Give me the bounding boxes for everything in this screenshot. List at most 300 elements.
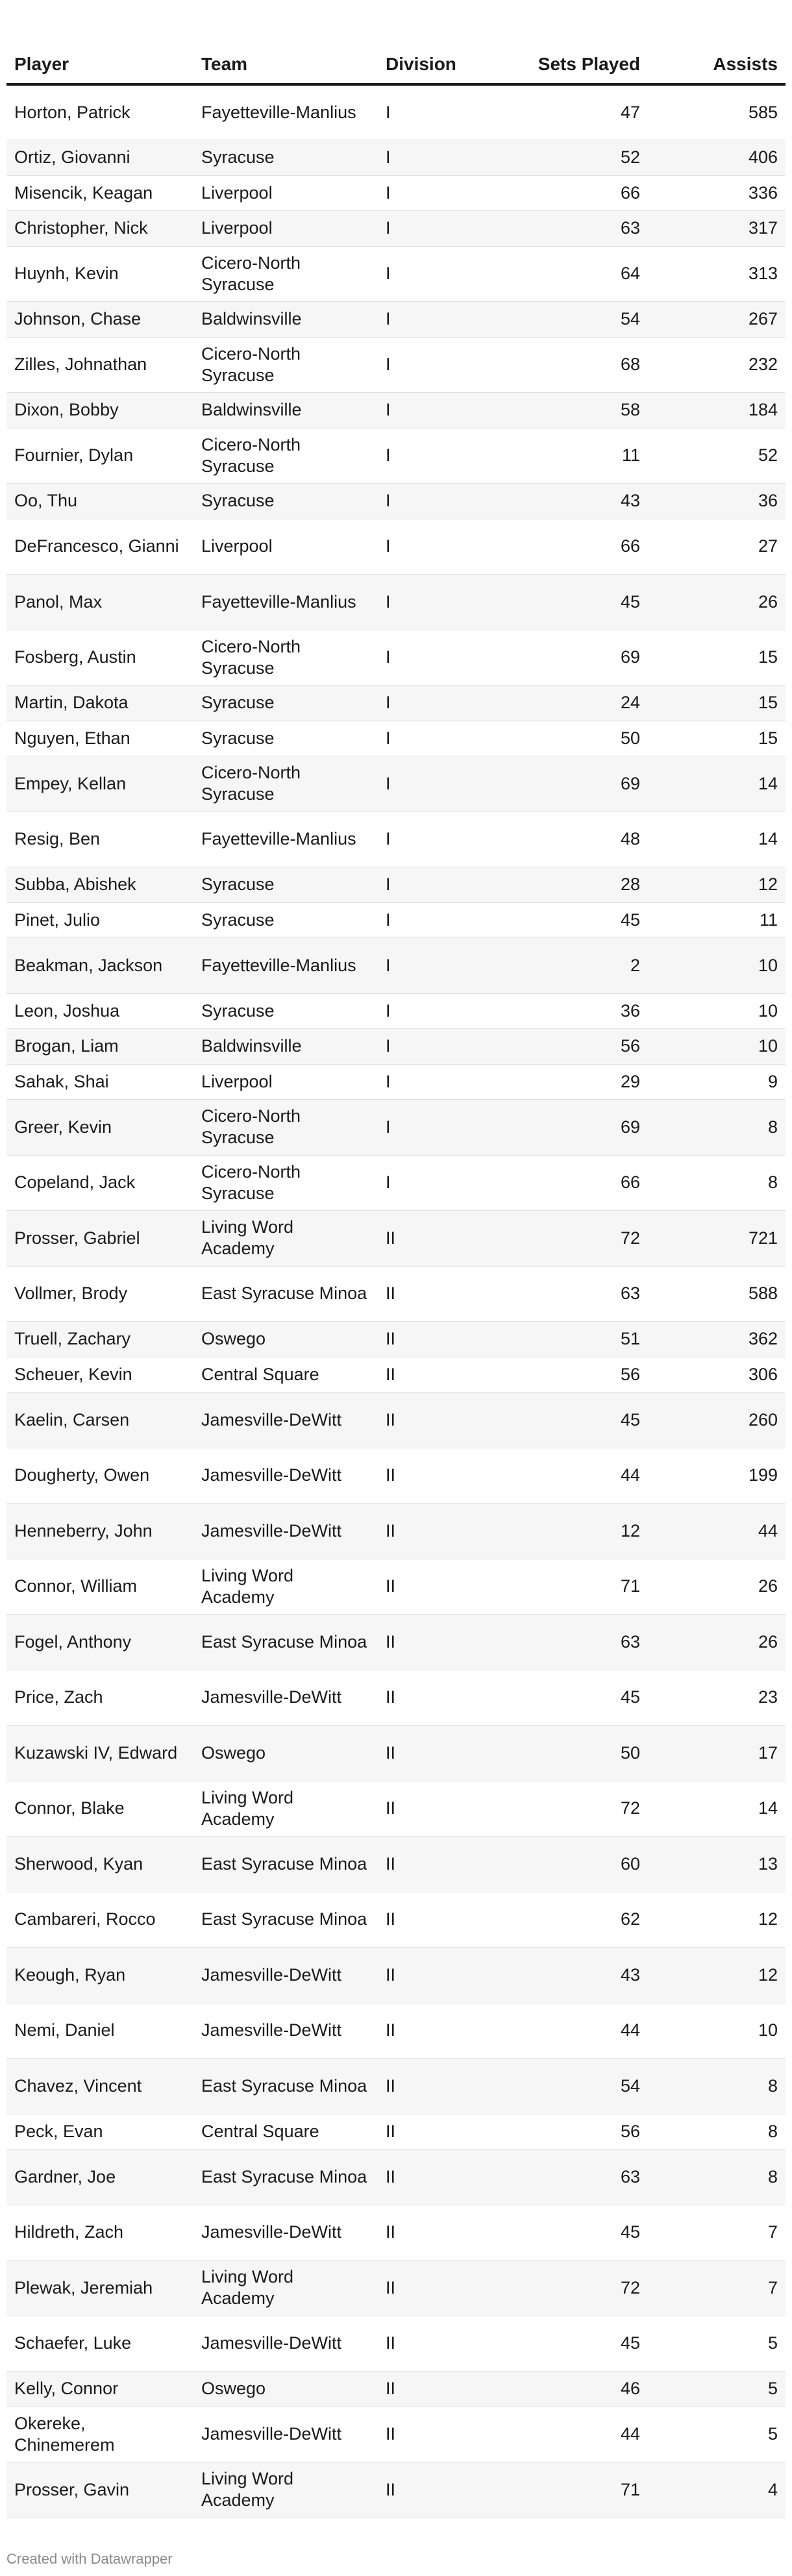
division-cell: II xyxy=(378,2260,508,2316)
assists-cell: 10 xyxy=(648,2003,786,2059)
table-row xyxy=(6,1837,786,1892)
team-cell: Cicero-North Syracuse xyxy=(193,756,378,812)
player-cell: Plewak, Jeremiah xyxy=(6,2260,193,2316)
assists-cell: 267 xyxy=(648,302,786,338)
team-cell: Living Word Academy xyxy=(193,2462,378,2518)
player-cell: Misencik, Keagan xyxy=(6,175,193,211)
sets-played-cell: 64 xyxy=(508,246,648,302)
sets-played-cell: 2 xyxy=(508,938,648,994)
player-cell: Resig, Ben xyxy=(6,811,193,867)
assists-cell: 26 xyxy=(648,575,786,630)
division-cell: I xyxy=(378,1100,508,1156)
player-cell: Greer, Kevin xyxy=(6,1100,193,1156)
division-cell: II xyxy=(378,1448,508,1504)
team-cell: East Syracuse Minoa xyxy=(193,1615,378,1670)
column-header-assists[interactable]: Assists xyxy=(648,23,786,84)
team-cell: Central Square xyxy=(193,2114,378,2149)
assists-cell: 13 xyxy=(648,1837,786,1892)
division-cell: I xyxy=(378,1064,508,1100)
table-row xyxy=(6,1100,786,1156)
player-cell: Chavez, Vincent xyxy=(6,2059,193,2114)
division-cell: I xyxy=(378,756,508,812)
assists-cell: 5 xyxy=(648,2372,786,2407)
assists-cell: 7 xyxy=(648,2205,786,2260)
table-row xyxy=(6,1155,786,1211)
division-cell: I xyxy=(378,84,508,140)
table-container xyxy=(6,23,786,2518)
assists-cell: 12 xyxy=(648,1948,786,2003)
division-cell: II xyxy=(378,1615,508,1670)
player-cell: Zilles, Johnathan xyxy=(6,337,193,393)
team-cell: East Syracuse Minoa xyxy=(193,2149,378,2205)
sets-played-cell: 60 xyxy=(508,1837,648,1892)
division-cell: II xyxy=(378,1670,508,1726)
assists-cell: 44 xyxy=(648,1504,786,1559)
table-row xyxy=(6,211,786,247)
division-cell: I xyxy=(378,302,508,338)
player-cell: Keough, Ryan xyxy=(6,1948,193,2003)
table-body xyxy=(6,84,786,2518)
player-cell: Beakman, Jackson xyxy=(6,938,193,994)
table-row xyxy=(6,302,786,338)
assists-cell: 7 xyxy=(648,2260,786,2316)
header-row xyxy=(6,23,786,84)
table-row xyxy=(6,2372,786,2407)
table-row xyxy=(6,175,786,211)
team-cell: Living Word Academy xyxy=(193,2260,378,2316)
assists-cell: 184 xyxy=(648,393,786,428)
assists-cell: 5 xyxy=(648,2316,786,2372)
division-cell: I xyxy=(378,393,508,428)
assists-cell: 8 xyxy=(648,1100,786,1156)
sets-played-cell: 45 xyxy=(508,2205,648,2260)
sets-played-cell: 44 xyxy=(508,1448,648,1504)
team-cell: Jamesville-DeWitt xyxy=(193,2407,378,2462)
player-cell: Panol, Max xyxy=(6,575,193,630)
player-cell: Empey, Kellan xyxy=(6,756,193,812)
table-row xyxy=(6,1448,786,1504)
column-header-team[interactable]: Team xyxy=(193,23,378,84)
division-cell: II xyxy=(378,1357,508,1393)
sets-played-cell: 46 xyxy=(508,2372,648,2407)
team-cell: Baldwinsville xyxy=(193,393,378,428)
team-cell: Living Word Academy xyxy=(193,1559,378,1615)
table-row xyxy=(6,1892,786,1948)
sets-played-cell: 72 xyxy=(508,1781,648,1837)
division-cell: I xyxy=(378,902,508,938)
assists-cell: 10 xyxy=(648,1029,786,1065)
player-cell: Martin, Dakota xyxy=(6,686,193,721)
team-cell: Cicero-North Syracuse xyxy=(193,630,378,686)
division-cell: II xyxy=(378,2205,508,2260)
sets-played-cell: 71 xyxy=(508,2462,648,2518)
division-cell: I xyxy=(378,721,508,756)
division-cell: II xyxy=(378,2114,508,2149)
sets-played-cell: 47 xyxy=(508,84,648,140)
team-cell: Cicero-North Syracuse xyxy=(193,428,378,484)
datawrapper-credit: Created with Datawrapper xyxy=(6,2551,173,2567)
team-cell: Jamesville-DeWitt xyxy=(193,2003,378,2059)
team-cell: Cicero-North Syracuse xyxy=(193,337,378,393)
table-row xyxy=(6,1615,786,1670)
sets-played-cell: 48 xyxy=(508,811,648,867)
table-row xyxy=(6,1064,786,1100)
sets-played-cell: 58 xyxy=(508,393,648,428)
player-cell: Horton, Patrick xyxy=(6,84,193,140)
division-cell: I xyxy=(378,1155,508,1211)
team-cell: Liverpool xyxy=(193,1064,378,1100)
assists-cell: 306 xyxy=(648,1357,786,1393)
division-cell: I xyxy=(378,867,508,903)
sets-played-cell: 72 xyxy=(508,1211,648,1267)
team-cell: Liverpool xyxy=(193,175,378,211)
division-cell: II xyxy=(378,1559,508,1615)
division-cell: I xyxy=(378,246,508,302)
assists-cell: 8 xyxy=(648,2114,786,2149)
assists-cell: 26 xyxy=(648,1615,786,1670)
player-cell: Fosberg, Austin xyxy=(6,630,193,686)
division-cell: II xyxy=(378,1892,508,1948)
division-cell: II xyxy=(378,2316,508,2372)
table-row xyxy=(6,1726,786,1781)
sets-played-cell: 44 xyxy=(508,2407,648,2462)
table-row xyxy=(6,1781,786,1837)
sets-played-cell: 28 xyxy=(508,867,648,903)
player-cell: Kuzawski IV, Edward xyxy=(6,1726,193,1781)
team-cell: Liverpool xyxy=(193,519,378,575)
team-cell: Central Square xyxy=(193,1357,378,1393)
table-row xyxy=(6,1504,786,1559)
sets-played-cell: 50 xyxy=(508,1726,648,1781)
assists-cell: 585 xyxy=(648,84,786,140)
team-cell: Jamesville-DeWitt xyxy=(193,1393,378,1448)
team-cell: Syracuse xyxy=(193,686,378,721)
player-cell: Kaelin, Carsen xyxy=(6,1393,193,1448)
player-cell: Ortiz, Giovanni xyxy=(6,140,193,176)
assists-cell: 721 xyxy=(648,1211,786,1267)
team-cell: Jamesville-DeWitt xyxy=(193,2205,378,2260)
player-cell: DeFrancesco, Gianni xyxy=(6,519,193,575)
table-row xyxy=(6,1393,786,1448)
division-cell: I xyxy=(378,211,508,247)
sets-played-cell: 52 xyxy=(508,140,648,176)
player-cell: Oo, Thu xyxy=(6,484,193,519)
table-row xyxy=(6,1211,786,1267)
team-cell: Syracuse xyxy=(193,993,378,1029)
player-cell: Scheuer, Kevin xyxy=(6,1357,193,1393)
table-row xyxy=(6,721,786,756)
sets-played-cell: 56 xyxy=(508,2114,648,2149)
sets-played-cell: 63 xyxy=(508,2149,648,2205)
team-cell: Living Word Academy xyxy=(193,1211,378,1267)
table-row xyxy=(6,2316,786,2372)
team-cell: Jamesville-DeWitt xyxy=(193,1670,378,1726)
assists-cell: 9 xyxy=(648,1064,786,1100)
sets-played-cell: 24 xyxy=(508,686,648,721)
table-row xyxy=(6,1266,786,1322)
sets-played-cell: 50 xyxy=(508,721,648,756)
division-cell: I xyxy=(378,1029,508,1065)
table-row xyxy=(6,2260,786,2316)
team-cell: East Syracuse Minoa xyxy=(193,1837,378,1892)
sets-played-cell: 72 xyxy=(508,2260,648,2316)
player-cell: Fournier, Dylan xyxy=(6,428,193,484)
team-cell: East Syracuse Minoa xyxy=(193,1892,378,1948)
player-cell: Schaefer, Luke xyxy=(6,2316,193,2372)
table-row xyxy=(6,484,786,519)
division-cell: I xyxy=(378,175,508,211)
sets-played-cell: 56 xyxy=(508,1029,648,1065)
player-cell: Prosser, Gavin xyxy=(6,2462,193,2518)
assists-cell: 14 xyxy=(648,756,786,812)
data-table xyxy=(6,23,786,2518)
table-row xyxy=(6,2149,786,2205)
division-cell: I xyxy=(378,484,508,519)
division-cell: I xyxy=(378,630,508,686)
table-row xyxy=(6,1029,786,1065)
player-cell: Connor, Blake xyxy=(6,1781,193,1837)
team-cell: Syracuse xyxy=(193,721,378,756)
sets-played-cell: 69 xyxy=(508,1100,648,1156)
sets-played-cell: 56 xyxy=(508,1357,648,1393)
table-row xyxy=(6,2407,786,2462)
player-cell: Brogan, Liam xyxy=(6,1029,193,1065)
assists-cell: 11 xyxy=(648,902,786,938)
team-cell: Cicero-North Syracuse xyxy=(193,1100,378,1156)
table-row xyxy=(6,2003,786,2059)
table-row xyxy=(6,84,786,140)
sets-played-cell: 11 xyxy=(508,428,648,484)
sets-played-cell: 44 xyxy=(508,2003,648,2059)
table-row xyxy=(6,938,786,994)
sets-played-cell: 43 xyxy=(508,484,648,519)
player-cell: Johnson, Chase xyxy=(6,302,193,338)
team-cell: Jamesville-DeWitt xyxy=(193,2316,378,2372)
assists-cell: 12 xyxy=(648,867,786,903)
table-row xyxy=(6,811,786,867)
team-cell: Fayetteville-Manlius xyxy=(193,84,378,140)
sets-played-cell: 69 xyxy=(508,756,648,812)
division-cell: II xyxy=(378,1781,508,1837)
division-cell: I xyxy=(378,811,508,867)
column-header-player[interactable]: Player xyxy=(6,23,193,84)
player-cell: Price, Zach xyxy=(6,1670,193,1726)
sets-played-cell: 62 xyxy=(508,1892,648,1948)
team-cell: Fayetteville-Manlius xyxy=(193,811,378,867)
sets-played-cell: 66 xyxy=(508,519,648,575)
team-cell: Syracuse xyxy=(193,902,378,938)
division-cell: I xyxy=(378,686,508,721)
team-cell: Cicero-North Syracuse xyxy=(193,1155,378,1211)
table-row xyxy=(6,993,786,1029)
player-cell: Truell, Zachary xyxy=(6,1322,193,1357)
division-cell: II xyxy=(378,1504,508,1559)
division-cell: I xyxy=(378,575,508,630)
table-row xyxy=(6,393,786,428)
division-cell: II xyxy=(378,1837,508,1892)
assists-cell: 15 xyxy=(648,721,786,756)
player-cell: Leon, Joshua xyxy=(6,993,193,1029)
assists-cell: 10 xyxy=(648,938,786,994)
table-row xyxy=(6,686,786,721)
sets-played-cell: 45 xyxy=(508,2316,648,2372)
sets-played-cell: 54 xyxy=(508,302,648,338)
player-cell: Nemi, Daniel xyxy=(6,2003,193,2059)
assists-cell: 313 xyxy=(648,246,786,302)
sets-played-cell: 71 xyxy=(508,1559,648,1615)
assists-cell: 317 xyxy=(648,211,786,247)
assists-cell: 17 xyxy=(648,1726,786,1781)
player-cell: Fogel, Anthony xyxy=(6,1615,193,1670)
team-cell: Syracuse xyxy=(193,484,378,519)
assists-cell: 12 xyxy=(648,1892,786,1948)
division-cell: I xyxy=(378,428,508,484)
team-cell: Syracuse xyxy=(193,867,378,903)
sets-played-cell: 36 xyxy=(508,993,648,1029)
player-cell: Kelly, Connor xyxy=(6,2372,193,2407)
assists-cell: 406 xyxy=(648,140,786,176)
player-cell: Okereke, Chinemerem xyxy=(6,2407,193,2462)
team-cell: Liverpool xyxy=(193,211,378,247)
division-cell: I xyxy=(378,519,508,575)
team-cell: Fayetteville-Manlius xyxy=(193,938,378,994)
sets-played-cell: 54 xyxy=(508,2059,648,2114)
division-cell: I xyxy=(378,938,508,994)
assists-cell: 8 xyxy=(648,2149,786,2205)
division-cell: I xyxy=(378,993,508,1029)
table-row xyxy=(6,2205,786,2260)
assists-cell: 4 xyxy=(648,2462,786,2518)
sets-played-cell: 45 xyxy=(508,902,648,938)
table-row xyxy=(6,519,786,575)
assists-cell: 27 xyxy=(648,519,786,575)
player-cell: Huynh, Kevin xyxy=(6,246,193,302)
division-cell: II xyxy=(378,1948,508,2003)
assists-cell: 14 xyxy=(648,1781,786,1837)
division-cell: II xyxy=(378,2003,508,2059)
sets-played-cell: 66 xyxy=(508,175,648,211)
team-cell: Jamesville-DeWitt xyxy=(193,1948,378,2003)
table-row xyxy=(6,630,786,686)
assists-cell: 588 xyxy=(648,1266,786,1322)
player-cell: Subba, Abishek xyxy=(6,867,193,903)
player-cell: Nguyen, Ethan xyxy=(6,721,193,756)
division-cell: II xyxy=(378,2372,508,2407)
player-cell: Dixon, Bobby xyxy=(6,393,193,428)
player-cell: Dougherty, Owen xyxy=(6,1448,193,1504)
player-cell: Gardner, Joe xyxy=(6,2149,193,2205)
player-cell: Connor, William xyxy=(6,1559,193,1615)
player-cell: Hildreth, Zach xyxy=(6,2205,193,2260)
assists-cell: 36 xyxy=(648,484,786,519)
sets-played-cell: 69 xyxy=(508,630,648,686)
table-row xyxy=(6,337,786,393)
team-cell: Oswego xyxy=(193,2372,378,2407)
table-row xyxy=(6,575,786,630)
sets-played-cell: 68 xyxy=(508,337,648,393)
assists-cell: 199 xyxy=(648,1448,786,1504)
assists-cell: 232 xyxy=(648,337,786,393)
team-cell: Oswego xyxy=(193,1322,378,1357)
table-row xyxy=(6,1357,786,1393)
player-cell: Christopher, Nick xyxy=(6,211,193,247)
division-cell: I xyxy=(378,337,508,393)
division-cell: II xyxy=(378,2407,508,2462)
team-cell: Cicero-North Syracuse xyxy=(193,246,378,302)
division-cell: II xyxy=(378,2149,508,2205)
sets-played-cell: 45 xyxy=(508,1670,648,1726)
table-row xyxy=(6,140,786,176)
assists-cell: 8 xyxy=(648,1155,786,1211)
player-cell: Prosser, Gabriel xyxy=(6,1211,193,1267)
team-cell: Baldwinsville xyxy=(193,302,378,338)
sets-played-cell: 45 xyxy=(508,575,648,630)
division-cell: II xyxy=(378,1322,508,1357)
team-cell: Baldwinsville xyxy=(193,1029,378,1065)
team-cell: Jamesville-DeWitt xyxy=(193,1448,378,1504)
player-cell: Cambareri, Rocco xyxy=(6,1892,193,1948)
table-row xyxy=(6,428,786,484)
table-row xyxy=(6,867,786,903)
team-cell: Living Word Academy xyxy=(193,1781,378,1837)
division-cell: II xyxy=(378,1393,508,1448)
player-cell: Henneberry, John xyxy=(6,1504,193,1559)
assists-cell: 15 xyxy=(648,686,786,721)
column-header-sets-played[interactable]: Sets Played xyxy=(508,23,648,84)
table-row xyxy=(6,1670,786,1726)
assists-cell: 336 xyxy=(648,175,786,211)
player-cell: Sherwood, Kyan xyxy=(6,1837,193,1892)
sets-played-cell: 66 xyxy=(508,1155,648,1211)
table-row xyxy=(6,246,786,302)
division-cell: I xyxy=(378,140,508,176)
player-cell: Sahak, Shai xyxy=(6,1064,193,1100)
team-cell: East Syracuse Minoa xyxy=(193,1266,378,1322)
player-cell: Pinet, Julio xyxy=(6,902,193,938)
sets-played-cell: 29 xyxy=(508,1064,648,1100)
table-row xyxy=(6,1322,786,1357)
table-row xyxy=(6,902,786,938)
division-cell: II xyxy=(378,1211,508,1267)
sets-played-cell: 45 xyxy=(508,1393,648,1448)
assists-cell: 14 xyxy=(648,811,786,867)
team-cell: Syracuse xyxy=(193,140,378,176)
assists-cell: 10 xyxy=(648,993,786,1029)
table-row xyxy=(6,2059,786,2114)
sets-played-cell: 51 xyxy=(508,1322,648,1357)
assists-cell: 52 xyxy=(648,428,786,484)
table-row xyxy=(6,1559,786,1615)
sets-played-cell: 63 xyxy=(508,1266,648,1322)
table-row xyxy=(6,1948,786,2003)
sets-played-cell: 63 xyxy=(508,211,648,247)
sets-played-cell: 63 xyxy=(508,1615,648,1670)
team-cell: Fayetteville-Manlius xyxy=(193,575,378,630)
team-cell: East Syracuse Minoa xyxy=(193,2059,378,2114)
player-cell: Copeland, Jack xyxy=(6,1155,193,1211)
column-header-division[interactable]: Division xyxy=(378,23,508,84)
table-row xyxy=(6,2462,786,2518)
team-cell: Jamesville-DeWitt xyxy=(193,1504,378,1559)
team-cell: Oswego xyxy=(193,1726,378,1781)
division-cell: II xyxy=(378,2462,508,2518)
table-row xyxy=(6,2114,786,2149)
assists-cell: 5 xyxy=(648,2407,786,2462)
assists-cell: 15 xyxy=(648,630,786,686)
assists-cell: 8 xyxy=(648,2059,786,2114)
division-cell: II xyxy=(378,2059,508,2114)
table-header xyxy=(6,23,786,84)
